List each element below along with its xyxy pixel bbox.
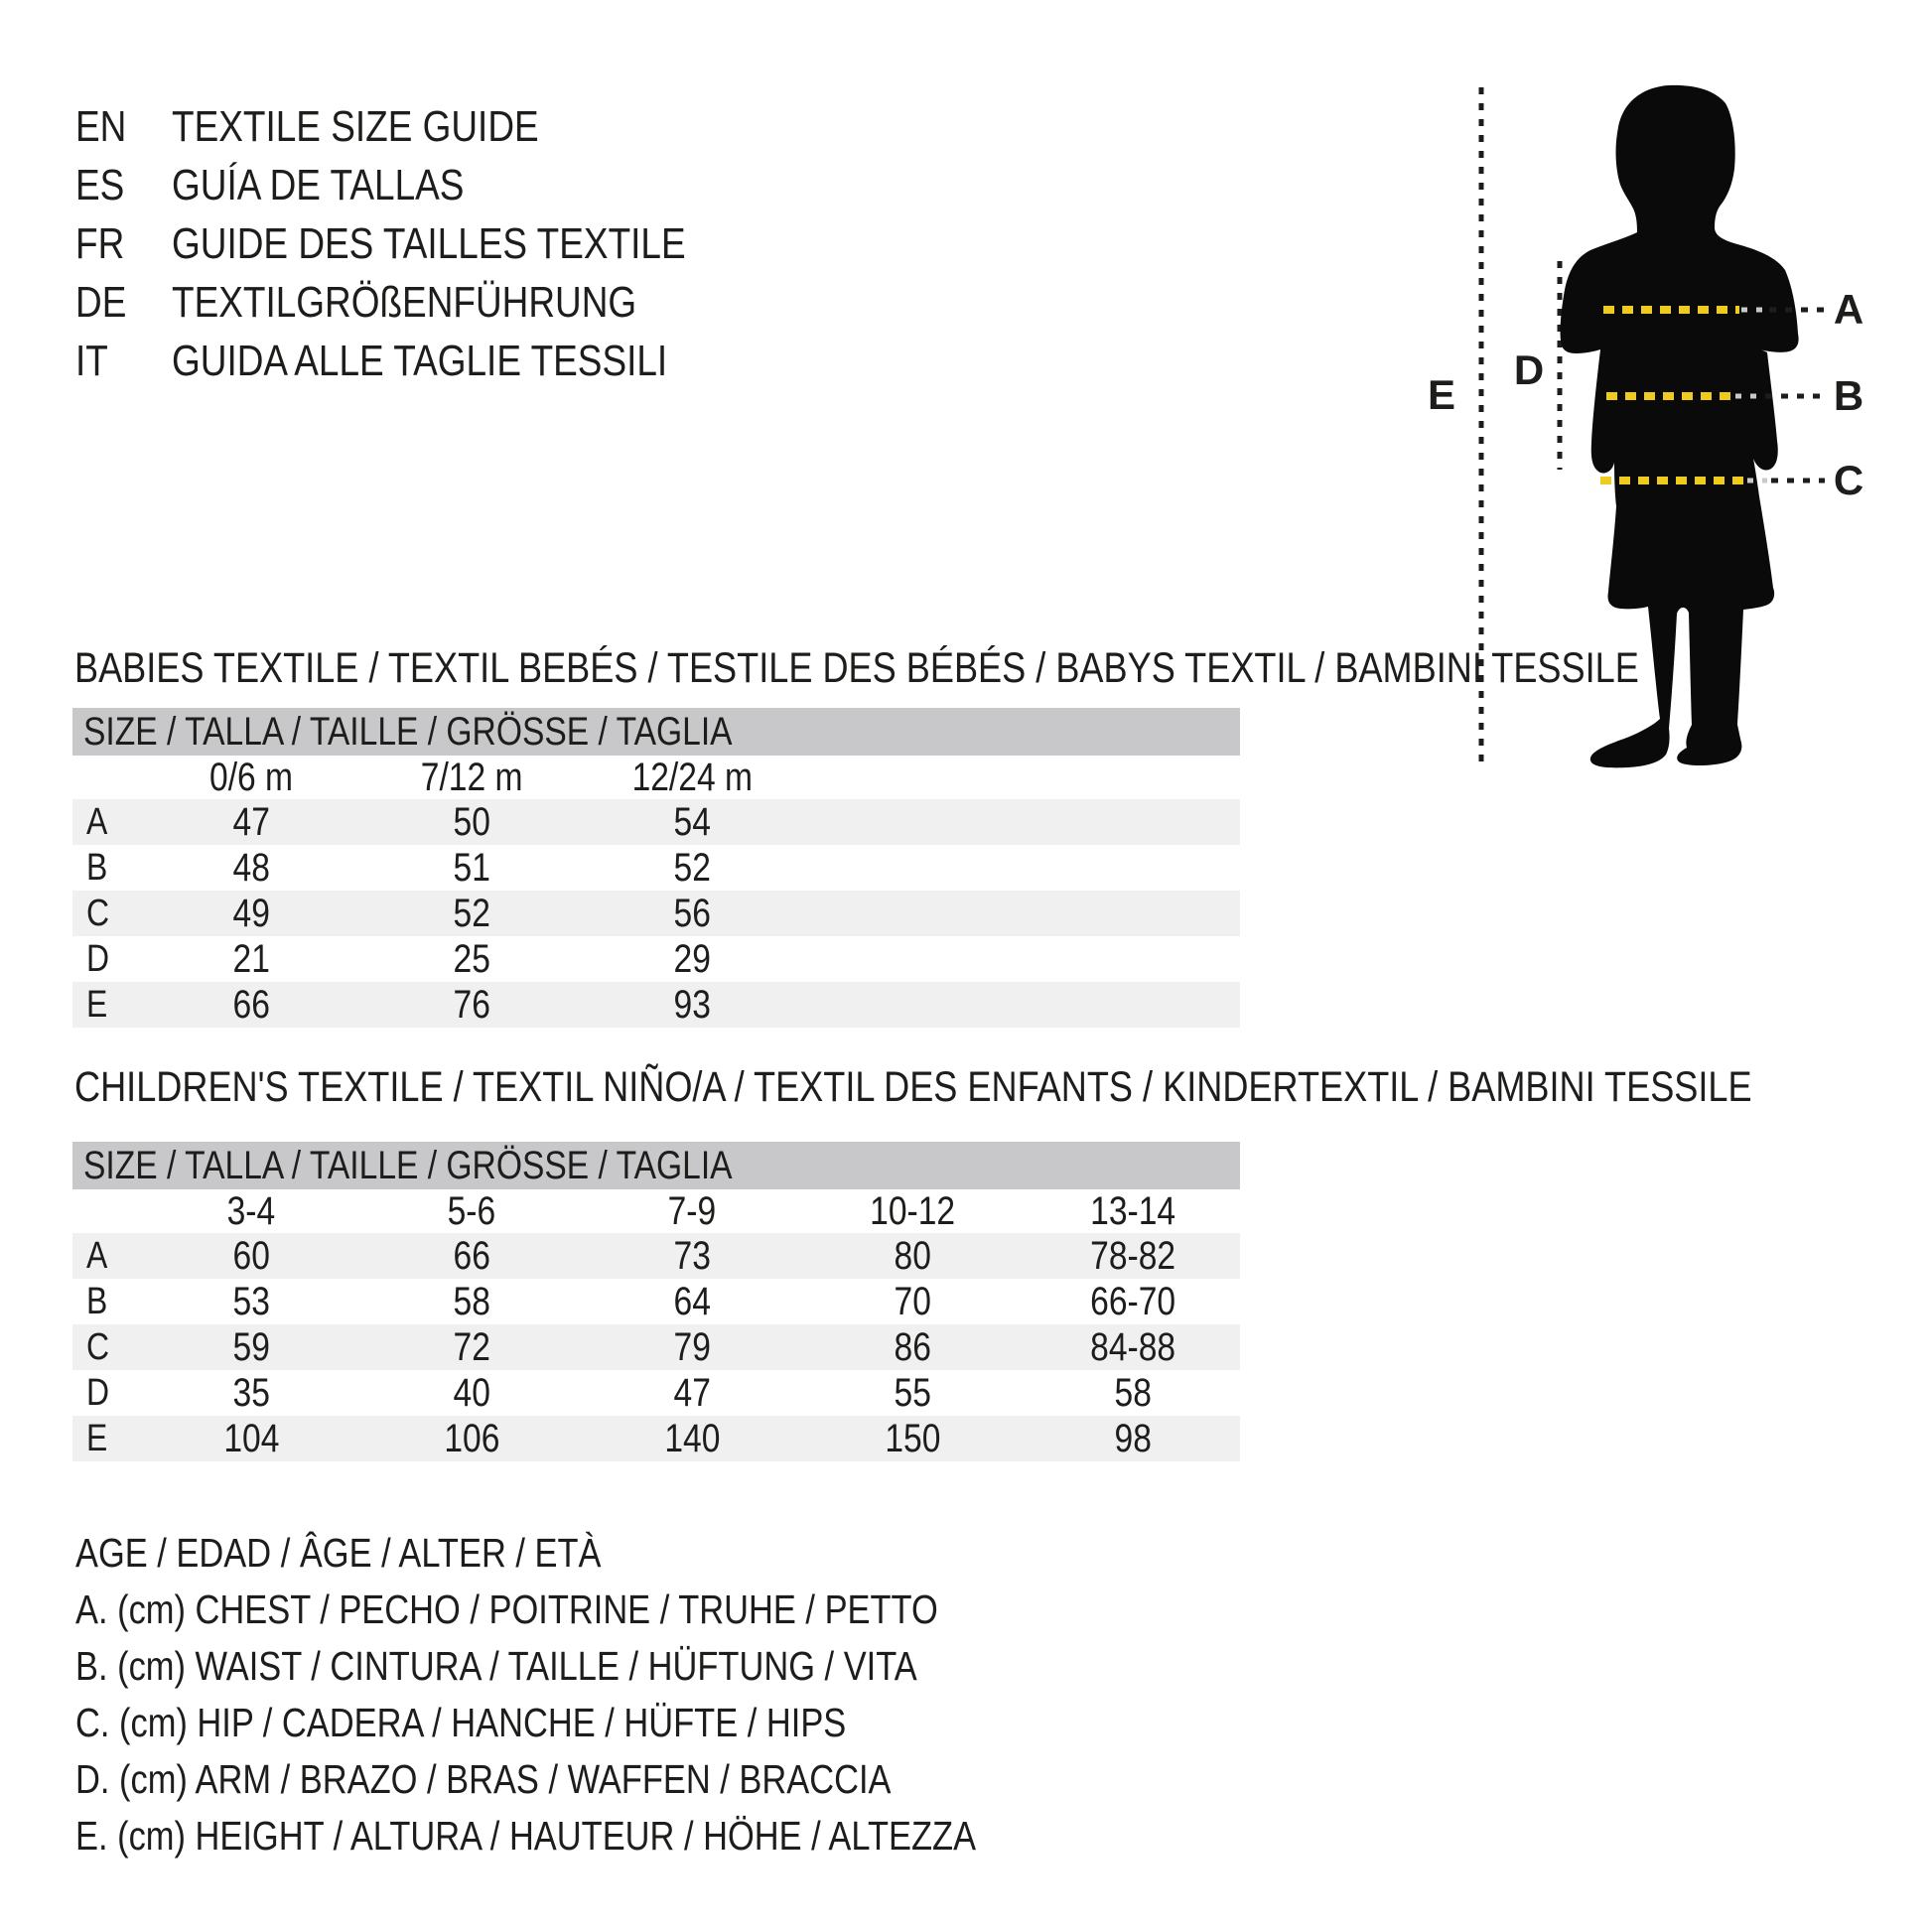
figure-label-chest: A — [1833, 286, 1864, 333]
cell-value: 80 — [894, 1233, 931, 1278]
row-label: A — [86, 800, 108, 843]
cell-value: 54 — [673, 799, 711, 844]
table-row — [72, 1233, 1240, 1279]
language-title-list — [75, 104, 783, 397]
row-label: E — [86, 1417, 108, 1459]
cell-value: 50 — [453, 799, 490, 844]
cell-value: 55 — [894, 1370, 931, 1415]
cell-value: 48 — [232, 845, 270, 890]
cell-value: 51 — [453, 845, 490, 890]
cell-value: 58 — [1114, 1370, 1152, 1415]
cell-value: 79 — [673, 1324, 711, 1369]
cell-value: 56 — [673, 891, 711, 935]
corner-cell — [72, 1189, 141, 1233]
legend-waist: B. (cm) WAIST / CINTURA / TAILLE / HÜFTUNG / VITA — [75, 1643, 917, 1689]
cell-value: 60 — [232, 1233, 270, 1278]
table-row — [72, 936, 1240, 982]
children-table — [72, 1189, 1240, 1461]
cell-value: 84-88 — [1090, 1324, 1175, 1369]
cell-value: 106 — [443, 1416, 500, 1460]
cell-value: 52 — [673, 845, 711, 890]
figure-label-waist: B — [1833, 372, 1864, 419]
cell-value: 21 — [232, 936, 270, 981]
cell-value: 140 — [663, 1416, 721, 1460]
cell-value: 25 — [453, 936, 490, 981]
legend-arm: D. (cm) ARM / BRAZO / BRAS / WAFFEN / BRACCIA — [75, 1756, 892, 1802]
cell-value: 66 — [453, 1233, 490, 1278]
babies-col-0: 0/6 m — [208, 755, 294, 799]
table-row — [72, 982, 1240, 1028]
cell-value: 73 — [673, 1233, 711, 1278]
cell-value: 72 — [453, 1324, 490, 1369]
row-label: C — [86, 1325, 110, 1368]
cell-value: 59 — [232, 1324, 270, 1369]
lang-code-en: EN — [75, 102, 127, 151]
cell-value: 93 — [673, 982, 711, 1027]
lang-line-es — [75, 163, 783, 208]
lang-title-it: GUIDA ALLE TAGLIE TESSILI — [172, 337, 668, 385]
lang-line-fr — [75, 221, 783, 267]
cell-value: 104 — [222, 1416, 280, 1460]
lang-title-fr: GUIDE DES TAILLES TEXTILE — [172, 219, 686, 268]
row-label: B — [86, 846, 108, 889]
children-size-header-text: SIZE / TALLA / TAILLE / GRÖSSE / TAGLIA — [83, 1144, 733, 1187]
table-row — [72, 891, 1240, 936]
children-col-1: 5-6 — [447, 1188, 496, 1233]
legend-age: AGE / EDAD / ÂGE / ALTER / ETÀ — [75, 1530, 602, 1576]
figure-label-hip: C — [1833, 457, 1864, 503]
children-col-4: 13-14 — [1090, 1188, 1175, 1233]
lang-line-en — [75, 104, 783, 150]
babies-size-row — [72, 756, 1240, 799]
lang-code-fr: FR — [75, 219, 125, 268]
lang-code-it: IT — [75, 337, 108, 385]
babies-table — [72, 756, 1240, 1028]
cell-value: 53 — [232, 1279, 270, 1323]
babies-section-title: BABIES TEXTILE / TEXTIL BEBÉS / TESTILE DES BÉBÉS / BABYS TEXTIL / BAMBINI TESSILE — [74, 644, 1639, 692]
lang-code-de: DE — [75, 278, 127, 327]
lang-title-en: TEXTILE SIZE GUIDE — [172, 102, 539, 151]
children-section-title: CHILDREN'S TEXTILE / TEXTIL NIÑO/A / TEXTIL DES ENFANTS / KINDERTEXTIL / BAMBINI TESSILE — [74, 1063, 1752, 1111]
cell-value: 29 — [673, 936, 711, 981]
cell-value: 86 — [894, 1324, 931, 1369]
children-size-row — [72, 1189, 1240, 1233]
table-row — [72, 845, 1240, 891]
babies-col-2: 12/24 m — [631, 755, 753, 799]
measurement-legend — [75, 1525, 1148, 1864]
row-label: B — [86, 1280, 108, 1322]
table-row — [72, 1279, 1240, 1324]
lang-code-es: ES — [75, 161, 125, 209]
children-col-0: 3-4 — [226, 1188, 276, 1233]
cell-value: 66-70 — [1090, 1279, 1175, 1323]
figure-label-height: E — [1427, 371, 1455, 418]
children-col-3: 10-12 — [870, 1188, 955, 1233]
row-label: E — [86, 983, 108, 1026]
table-row — [72, 799, 1240, 845]
cell-value: 35 — [232, 1370, 270, 1415]
children-table-section — [72, 1063, 1752, 1466]
cell-value: 58 — [453, 1279, 490, 1323]
cell-value: 64 — [673, 1279, 711, 1323]
table-row — [72, 1324, 1240, 1370]
lang-title-es: GUÍA DE TALLAS — [172, 161, 465, 209]
lang-title-de: TEXTILGRÖßENFÜHRUNG — [172, 278, 637, 327]
lang-line-it — [75, 339, 783, 384]
legend-hip: C. (cm) HIP / CADERA / HANCHE / HÜFTE / HIPS — [75, 1700, 847, 1745]
row-label: D — [86, 937, 110, 980]
lang-line-de — [75, 280, 783, 326]
cell-value: 47 — [673, 1370, 711, 1415]
cell-value: 47 — [232, 799, 270, 844]
cell-value: 70 — [894, 1279, 931, 1323]
babies-table-section — [72, 644, 1639, 1033]
cell-value: 49 — [232, 891, 270, 935]
cell-value: 98 — [1114, 1416, 1152, 1460]
table-row — [72, 1370, 1240, 1416]
corner-cell — [72, 756, 141, 799]
cell-value: 78-82 — [1090, 1233, 1175, 1278]
table-row — [72, 1416, 1240, 1461]
cell-value: 40 — [453, 1370, 490, 1415]
figure-label-arm: D — [1513, 346, 1545, 393]
row-label: C — [86, 892, 110, 934]
babies-col-1: 7/12 m — [420, 755, 523, 799]
babies-size-header-text: SIZE / TALLA / TAILLE / GRÖSSE / TAGLIA — [83, 710, 733, 754]
legend-height: E. (cm) HEIGHT / ALTURA / HAUTEUR / HÖHE / ALTEZZA — [75, 1813, 977, 1859]
row-label: A — [86, 1234, 108, 1277]
legend-chest: A. (cm) CHEST / PECHO / POITRINE / TRUHE / PETTO — [75, 1587, 938, 1632]
cell-value: 76 — [453, 982, 490, 1027]
cell-value: 52 — [453, 891, 490, 935]
cell-value: 150 — [884, 1416, 941, 1460]
cell-value: 66 — [232, 982, 270, 1027]
children-col-2: 7-9 — [667, 1188, 717, 1233]
babies-size-header-bar — [72, 708, 1240, 756]
children-size-header-bar — [72, 1142, 1240, 1189]
row-label: D — [86, 1371, 110, 1414]
